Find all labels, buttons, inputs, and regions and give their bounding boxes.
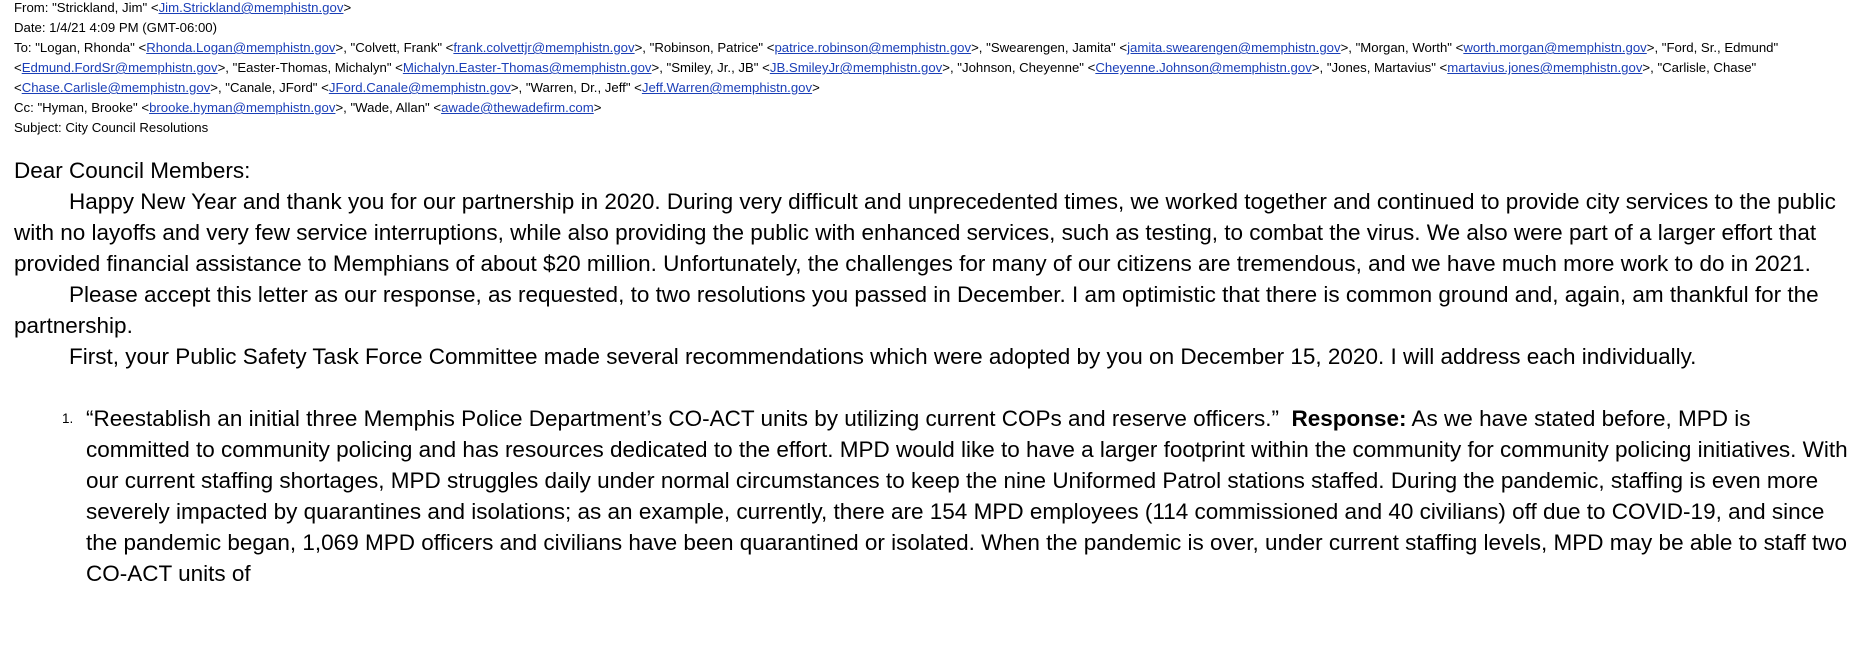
header-text: From: "Strickland, Jim" < [14,0,159,15]
header-text: To: "Logan, Rhonda" < [14,40,147,55]
paragraph-3: First, your Public Safety Task Force Committee made several recommendations which were adopted by you on December 15, 2020. I will address each individually. [69,344,1697,369]
email-link[interactable]: frank.colvettjr@memphistn.gov [453,40,635,55]
email-link[interactable]: Michalyn.Easter-Thomas@memphistn.gov [402,60,652,75]
header-text: >, "Colvett, Frank" < [335,40,454,55]
email-link[interactable]: Jeff.Warren@memphistn.gov [641,80,813,95]
header-text: Cc: "Hyman, Brooke" < [14,100,150,115]
to-line-1 [14,38,1854,58]
email-link[interactable]: Jim.Strickland@memphistn.gov [158,0,344,15]
header-text: >, "Carlisle, Chase" [1642,60,1757,75]
item-quote: “Reestablish an initial three Memphis Police Department’s CO-ACT units by utilizing current COPs and reserve officers.” [86,406,1279,431]
email-header [14,0,1854,138]
email-link[interactable]: JFord.Canale@memphistn.gov [328,80,511,95]
cc-line [14,98,1854,118]
header-text: < [14,60,22,75]
list-item [14,403,1854,589]
email-link[interactable]: Edmund.FordSr@memphistn.gov [21,60,218,75]
header-text: >, "Ford, Sr., Edmund" [1646,40,1779,55]
paragraph-2: Please accept this letter as our response, as requested, to two resolutions you passed in December. I am optimistic that there is common ground and, again, am thankful for the partnership. [14,282,1819,338]
date-line: Date: 1/4/21 4:09 PM (GMT-06:00) [14,20,218,35]
email-link[interactable]: brooke.hyman@memphistn.gov [149,100,336,115]
email-link[interactable]: Chase.Carlisle@memphistn.gov [21,80,211,95]
email-link[interactable]: Rhonda.Logan@memphistn.gov [146,40,336,55]
header-text: < [14,80,22,95]
item-number: 1. [62,411,74,426]
header-text: > [343,0,352,15]
paragraph-1: Happy New Year and thank you for our partnership in 2020. During very difficult and unprecedented times, we worked together and continued to provide city services to the public with no layoffs and very few service interruptions, while also providing the public with enhanced services, such as testing, to combat the virus. We also were part of a larger effort that provided financial assistance to Memphians of about $20 million. Unfortunately, the challenges for many of our citizens are tremendous, and we have much more work to do in 2021. [14,189,1836,276]
email-link[interactable]: jamita.swearengen@memphistn.gov [1127,40,1341,55]
header-text: >, "Canale, JFord" < [210,80,329,95]
email-link[interactable]: worth.morgan@memphistn.gov [1463,40,1647,55]
header-text: >, "Smiley, Jr., JB" < [651,60,770,75]
to-line-2 [14,58,1854,78]
header-text: > [593,100,602,115]
header-text: >, "Johnson, Cheyenne" < [942,60,1096,75]
response-text: As we have stated before, MPD is committed to community policing and has resources dedicated to the effort. MPD would like to have a larger footprint within the community for community policing initiatives. With our current staffing shortages, MPD struggles daily under normal circumstances to keep the nine Uniformed Patrol stations staffed. During the pandemic, staffing is even more severely impacted by quarantines and isolations; as an example, currently, there are 154 MPD employees (114 commissioned and 40 civilians) off due to COVID-19, and since the pandemic began, 1,069 MPD officers and civilians have been quarantined or isolated. When the pandemic is over, under current staffing levels, MPD may be able to staff two CO-ACT units of [86,406,1848,586]
email-link[interactable]: awade@thewadefirm.com [441,100,594,115]
header-text: >, "Warren, Dr., Jeff" < [510,80,642,95]
header-text: >, "Morgan, Worth" < [1340,40,1464,55]
subject-line: Subject: City Council Resolutions [14,120,209,135]
to-line-3 [14,78,1854,98]
header-text: >, "Jones, Martavius" < [1311,60,1448,75]
recommendations-list [14,403,1854,589]
salutation: Dear Council Members: [14,158,251,183]
header-text: >, "Robinson, Patrice" < [634,40,775,55]
from-line [14,0,1854,18]
header-text: > [812,80,820,95]
email-link[interactable]: martavius.jones@memphistn.gov [1447,60,1643,75]
letter-body [14,155,1854,589]
header-text: >, "Wade, Allan" < [335,100,442,115]
header-text: >, "Swearengen, Jamita" < [971,40,1128,55]
response-label: Response: [1291,406,1407,431]
email-link[interactable]: JB.SmileyJr@memphistn.gov [769,60,943,75]
email-link[interactable]: patrice.robinson@memphistn.gov [774,40,972,55]
email-link[interactable]: Cheyenne.Johnson@memphistn.gov [1095,60,1312,75]
header-text: >, "Easter-Thomas, Michalyn" < [217,60,403,75]
